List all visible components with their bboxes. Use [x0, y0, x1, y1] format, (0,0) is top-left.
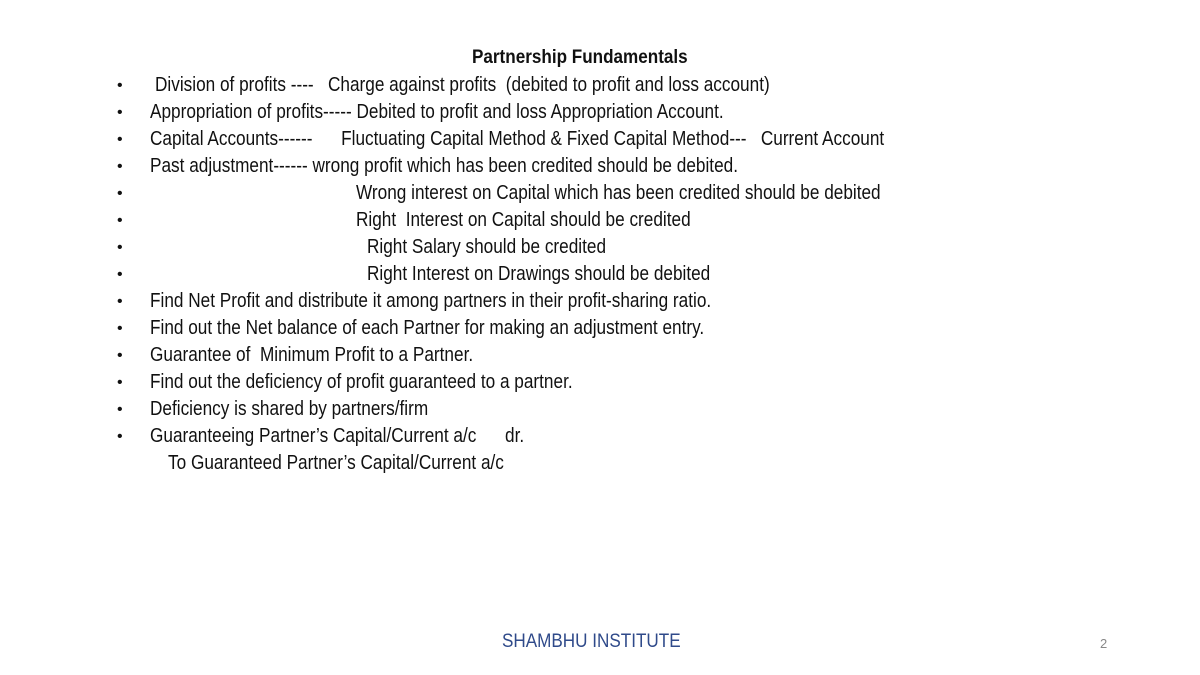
bullet-icon: • [117, 374, 123, 391]
list-item [0, 261, 1200, 288]
list-item-text: Guarantee of Minimum Profit to a Partner. [150, 344, 474, 366]
bullet-icon: • [117, 401, 123, 418]
slide-title-text: Partnership Fundamentals [471, 47, 688, 68]
bullet-icon: • [117, 185, 123, 202]
bullet-icon: • [117, 239, 123, 256]
list-item-text: Capital Accounts------ Fluctuating Capital Method & Fixed Capital Method--- Current Account [150, 128, 885, 150]
footer-text: SHAMBHU INSTITUTE [502, 631, 681, 652]
bullet-icon: • [117, 77, 123, 94]
page-number: 2 [1100, 636, 1108, 651]
list-item-text: Appropriation of profits----- Debited to profit and loss Appropriation Account. [150, 101, 724, 123]
list-item-text: Right Interest on Capital should be credited [356, 209, 691, 231]
bullet-icon: • [117, 104, 123, 121]
list-item [0, 423, 1200, 450]
list-item-text: Find out the Net balance of each Partner for making an adjustment entry. [150, 317, 705, 339]
list-item-text: Find Net Profit and distribute it among partners in their profit-sharing ratio. [150, 290, 712, 312]
list-item [0, 315, 1200, 342]
bullet-icon: • [117, 293, 123, 310]
list-item-text: Guaranteeing Partner’s Capital/Current a/c dr. [150, 425, 525, 447]
list-item [0, 180, 1200, 207]
list-item-text: Right Interest on Drawings should be debited [367, 263, 711, 285]
list-item [0, 99, 1200, 126]
list-item-text: Division of profits ---- Charge against profits (debited to profit and loss account) [155, 74, 770, 96]
bullet-icon: • [117, 320, 123, 337]
list-item-text: Wrong interest on Capital which has been credited should be debited [356, 182, 881, 204]
list-item [0, 342, 1200, 369]
list-item [0, 126, 1200, 153]
list-item [0, 369, 1200, 396]
list-item-text: Right Salary should be credited [367, 236, 607, 258]
list-item [0, 396, 1200, 423]
bullet-icon: • [117, 428, 123, 445]
list-item-text: Deficiency is shared by partners/firm [150, 398, 429, 420]
list-item [0, 288, 1200, 315]
list-item [0, 72, 1200, 99]
bullet-icon: • [117, 158, 123, 175]
list-item [0, 207, 1200, 234]
list-item-text: Past adjustment------ wrong profit which has been credited should be debited. [150, 155, 738, 177]
slide-title [0, 47, 1159, 69]
bullet-icon: • [117, 212, 123, 229]
bullet-icon: • [117, 131, 123, 148]
list-item-text: Find out the deficiency of profit guaranteed to a partner. [150, 371, 573, 393]
list-item [0, 234, 1200, 261]
bullet-icon: • [117, 266, 123, 283]
bullet-icon: • [117, 347, 123, 364]
list-item [0, 450, 1200, 477]
list-item-text: To Guaranteed Partner’s Capital/Current a/c [168, 452, 504, 474]
list-item [0, 153, 1200, 180]
